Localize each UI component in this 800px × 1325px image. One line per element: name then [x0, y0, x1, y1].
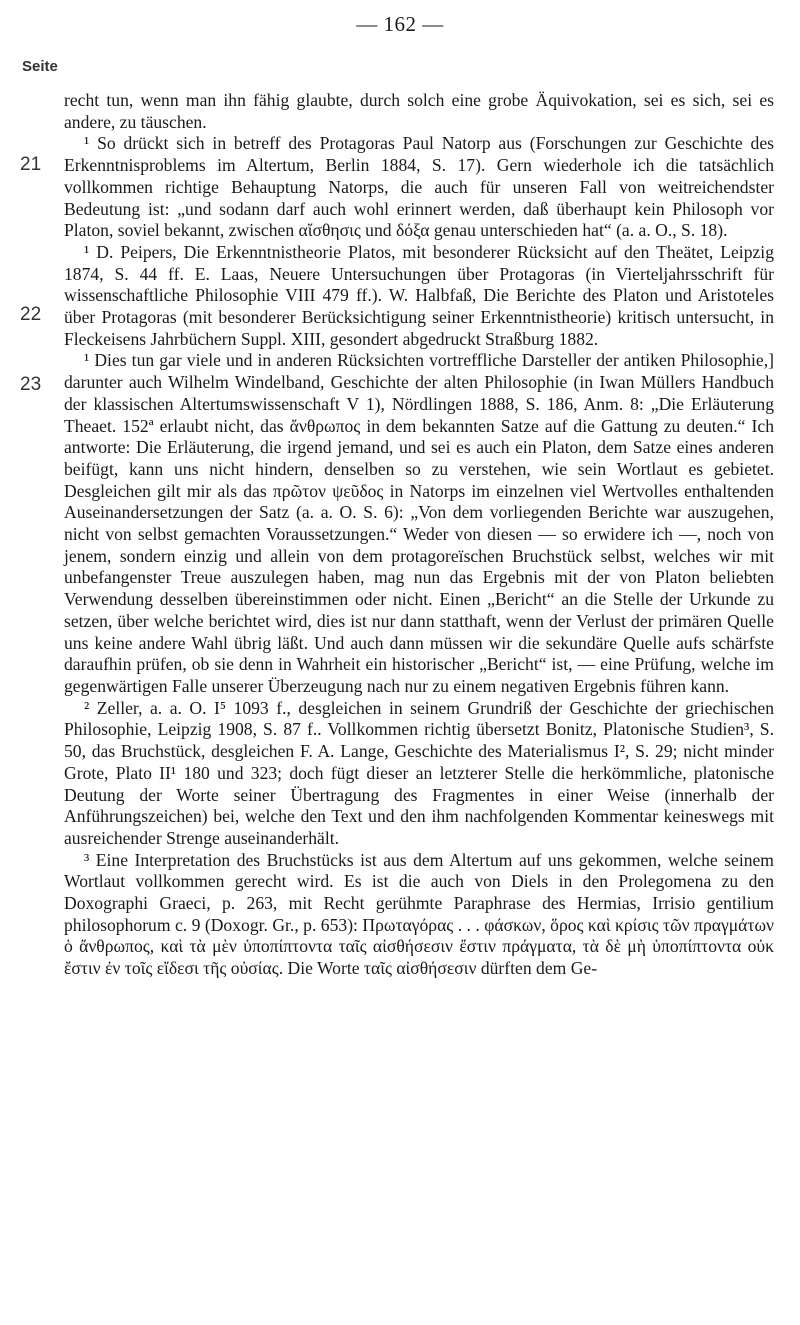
page-text — [64, 90, 774, 980]
footnote-zeller: ² Zeller, a. a. O. I⁵ 1093 f., desgleichen in seinem Grundriß der Geschichte der griechischen Philosophie, Leipzig 1908, S. 87 f.. Vollkommen richtig übersetzt Bonitz, Platonische Studien³, S. 50, das Bruchstück, desgleichen F. A. Lange, Geschichte des Materialismus I², S. 29; nicht minder Grote, Plato II¹ 180 und 323; doch fügt dieser an letzterer Stelle die herkömmliche, platonische Deutung der Worte seiner Übertragung des Fragmentes in einer Weise (innerhalb der Anführungszeichen) bei, welche den Text und den ihm nachfolgenden Kommentar keineswegs mit ausreichender Strenge auseinanderhält. — [64, 697, 774, 848]
page-number: — 162 — — [356, 12, 444, 36]
footnote-natorp: ¹ So drückt sich in betreff des Protagoras Paul Natorp aus (Forschungen zur Geschichte des Erkenntnisproblems im Altertum, Berlin 1884, S. 17). Gern wiederhole ich die tatsächlich vollkommen richtige Behauptung Natorps, die auch für unseren Fall von weitreichendster Bedeutung ist: „und sodann darf auch wohl erinnert werden, daß überhaupt kein Philosoph vor Platon, soviel bekannt, zwischen αἴσθησις und δόξα genau unterschieden hat“ (a. a. O., S. 18). — [64, 133, 774, 241]
footnote-hermias: ³ Eine Interpretation des Bruchstücks ist aus dem Altertum auf uns gekommen, welche seinem Wortlaut vollkommen gerecht wird. Es ist die auch von Diels in den Prolegomena zu den Doxographi Graeci, p. 263, mit Recht gerühmte Paraphrase des Hermias, Irrisio gentilium philosophorum c. 9 (Doxogr. Gr., p. 653): Πρωταγόρας . . . φάσκων, ὅρος καὶ κρίσις τῶν πραγμάτων ὁ ἄνθρωπος, καὶ τὰ μὲν ὑποπίπτοντα ταῖς αἰσθήσεσιν ἔστιν πράγματα, τὰ δὲ μὴ ὑποπίπτοντα οὐκ ἔστιν ἐν τοῖς εἴδεσι τῆς οὐσίας. Die Worte ταῖς αἰσθήσεσιν dürften dem Ge- — [64, 849, 774, 979]
footnote-line-number: 22 — [20, 304, 42, 325]
footnote-peipers: ¹ D. Peipers, Die Erkenntnistheorie Platos, mit besonderer Rücksicht auf den Theätet, Leipzig 1874, S. 44 ff. E. Laas, Neuere Untersuchungen über Protagoras (in Vierteljahrsschrift für wissenschaftliche Philosophie VIII 479 ff.). W. Halbfaß, Die Berichte des Platon und Aristoteles über Protagoras (mit besonderer Berücksichtigung seiner Erkenntnistheorie) kritisch untersucht, in Fleckeisens Jahrbüchern Suppl. XIII, gesondert abgedruckt Straßburg 1882. — [64, 241, 774, 349]
paragraph-continuation: recht tun, wenn man ihn fähig glaubte, durch solch eine grobe Äquivokation, sei es sich, sei es andere, zu täuschen. — [64, 90, 774, 132]
margin-label-seite: Seite — [22, 58, 58, 75]
footnote-line-number: 23 — [20, 374, 42, 395]
footnote-windelband: ¹ Dies tun gar viele und in anderen Rücksichten vortreffliche Darsteller der antiken Philosophie,] darunter auch Wilhelm Windelband, Geschichte der alten Philosophie (in Iwan Müllers Handbuch der klassischen Altertumswissenschaft V 1), Nördlingen 1888, S. 186, Anm. 8: „Die Erläuterung Theaet. 152ª erlaubt nicht, das ἄνθρωπος in dem bekannten Satze auf die Gattung zu deuten.“ Ich antworte: Die Erläuterung, die irgend jemand, und sei es auch ein Platon, dem Satze eines anderen beifügt, kann uns nicht hindern, denselben so zu verstehen, wie sein Wortlaut es gebietet. Desgleichen gilt mir als das πρῶτον ψεῦδος in Natorps im einzelnen viel Wertvolles enthaltenden Auseinandersetzungen der Satz (a. a. O. S. 6): „Von dem vorliegenden Berichte war auszugehen, nicht von selbst gemachten Voraussetzungen.“ Weder von diesen — so erwidere ich —, noch von jenem, sondern einzig und allein von dem protagoreïschen Bruchstück selbst, welches wir mit unbefangenster Treue auszulegen haben, mag nun das Ergebnis mit der von Platon beliebten Verwendung desselben übereinstimmen oder nicht. Einen „Bericht“ an die Stelle der Urkunde zu setzen, über welche berichtet wird, dies ist nur dann statthaft, wenn der Verlust der primären Quelle uns keine andere Wahl übrig läßt. Und auch dann müssen wir die sekundäre Quelle aufs schärfste daraufhin prüfen, ob sie denn in Wahrheit ein historischer „Bericht“ ist, — eine Prüfung, welche im gegenwärtigen Falle unserer Überzeugung nach nur zu einem negativen Ergebnis führen kann. — [64, 350, 774, 696]
footnote-line-number: 21 — [20, 154, 42, 175]
